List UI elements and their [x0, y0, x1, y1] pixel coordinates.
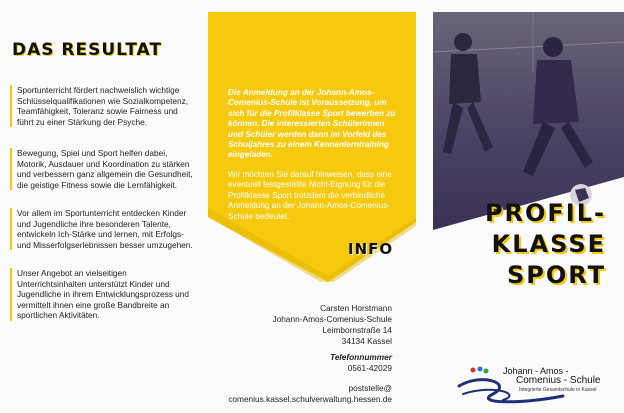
paragraph-4: Unser Angebot an vielseitigen Unterrichtsinhalten unterstützt Kinder und Jugendliche in ihrem Entwicklungsprozess und vermittelt ihnen eine große Bandbreite an sportlichen Aktivitäten. [10, 268, 195, 321]
suitability-notice-text: Wir möchten Sie darauf hinweisen, dass eine eventuell festgestellte Nicht-Eignung für die Profilklasse Sport trotzdem die verbindliche Anmeldung an der Johann-Amos-Comenius-Schule bedeutet. [228, 170, 392, 221]
logo-line-3: Integrierte Gesamtschule in Kassel [519, 387, 597, 393]
left-column [0, 0, 200, 413]
email-line-2: comenius.kassel.schulverwaltung.hessen.de [228, 394, 392, 404]
contact-name: Carsten Horstmann [320, 303, 392, 313]
contact-address [208, 303, 392, 347]
registration-info-text: Die Anmeldung an der Johann-Amos-Comenius-Schule ist Voraussetzung, um sich für die Profilklasse Sport bewerben zu können. Die interessierten Schülerinnen und Schüler werden dann im Vorfeld des Schuljahres zu einem Kennenlerntraining eingeladen. [228, 88, 396, 160]
logo-line-2: Comenius - Schule [516, 375, 601, 386]
paragraph-3: Vor allem im Sportunterricht entdecken Kinder und Jugendliche ihre besonderen Talente, entwickeln Ich-Stärke und lernen, mit Erfolgs- und Misserfolgserlebnissen besser umzugehen. [10, 208, 195, 250]
phone-label: Telefonnummer [330, 352, 392, 362]
right-column [433, 0, 624, 413]
title-line-2: KLASSE [491, 230, 606, 258]
contact-street: Leimbornstraße 14 [322, 325, 392, 335]
title-line-1: PROFIL- [484, 199, 606, 227]
title-line-3: SPORT [506, 261, 606, 289]
contact-city: 34134 Kassel [341, 336, 392, 346]
paragraph-1: Sportunterricht fördert nachweislich wichtige Schlüsselqualifikationen wie Sozialkompetenz, Teamfähigkeit, Toleranz sowie Fairness und führt zu einer Stärkung der Psyche. [10, 85, 195, 127]
phone-number[interactable]: 0561-42029 [347, 363, 392, 373]
paragraph-2: Bewegung, Spiel und Sport helfen dabei, Motorik, Ausdauer und Koordination zu stärken und verbessern ganz allgemein die Gesundheit, die geistige Fitness sowie die Lernfähigkeit. [10, 148, 195, 190]
contact-school: Johann-Amos-Comenius-Schule [272, 314, 392, 324]
contact-email[interactable] [208, 383, 392, 405]
profile-class-title [485, 198, 606, 291]
email-line-1: poststelle@ [348, 383, 392, 393]
info-heading: INFO [348, 240, 394, 258]
contact-phone [208, 352, 392, 374]
result-heading: DAS RESULTAT [12, 40, 162, 60]
logo-line-1: Johann - Amos - [503, 366, 569, 376]
middle-column [208, 0, 416, 413]
